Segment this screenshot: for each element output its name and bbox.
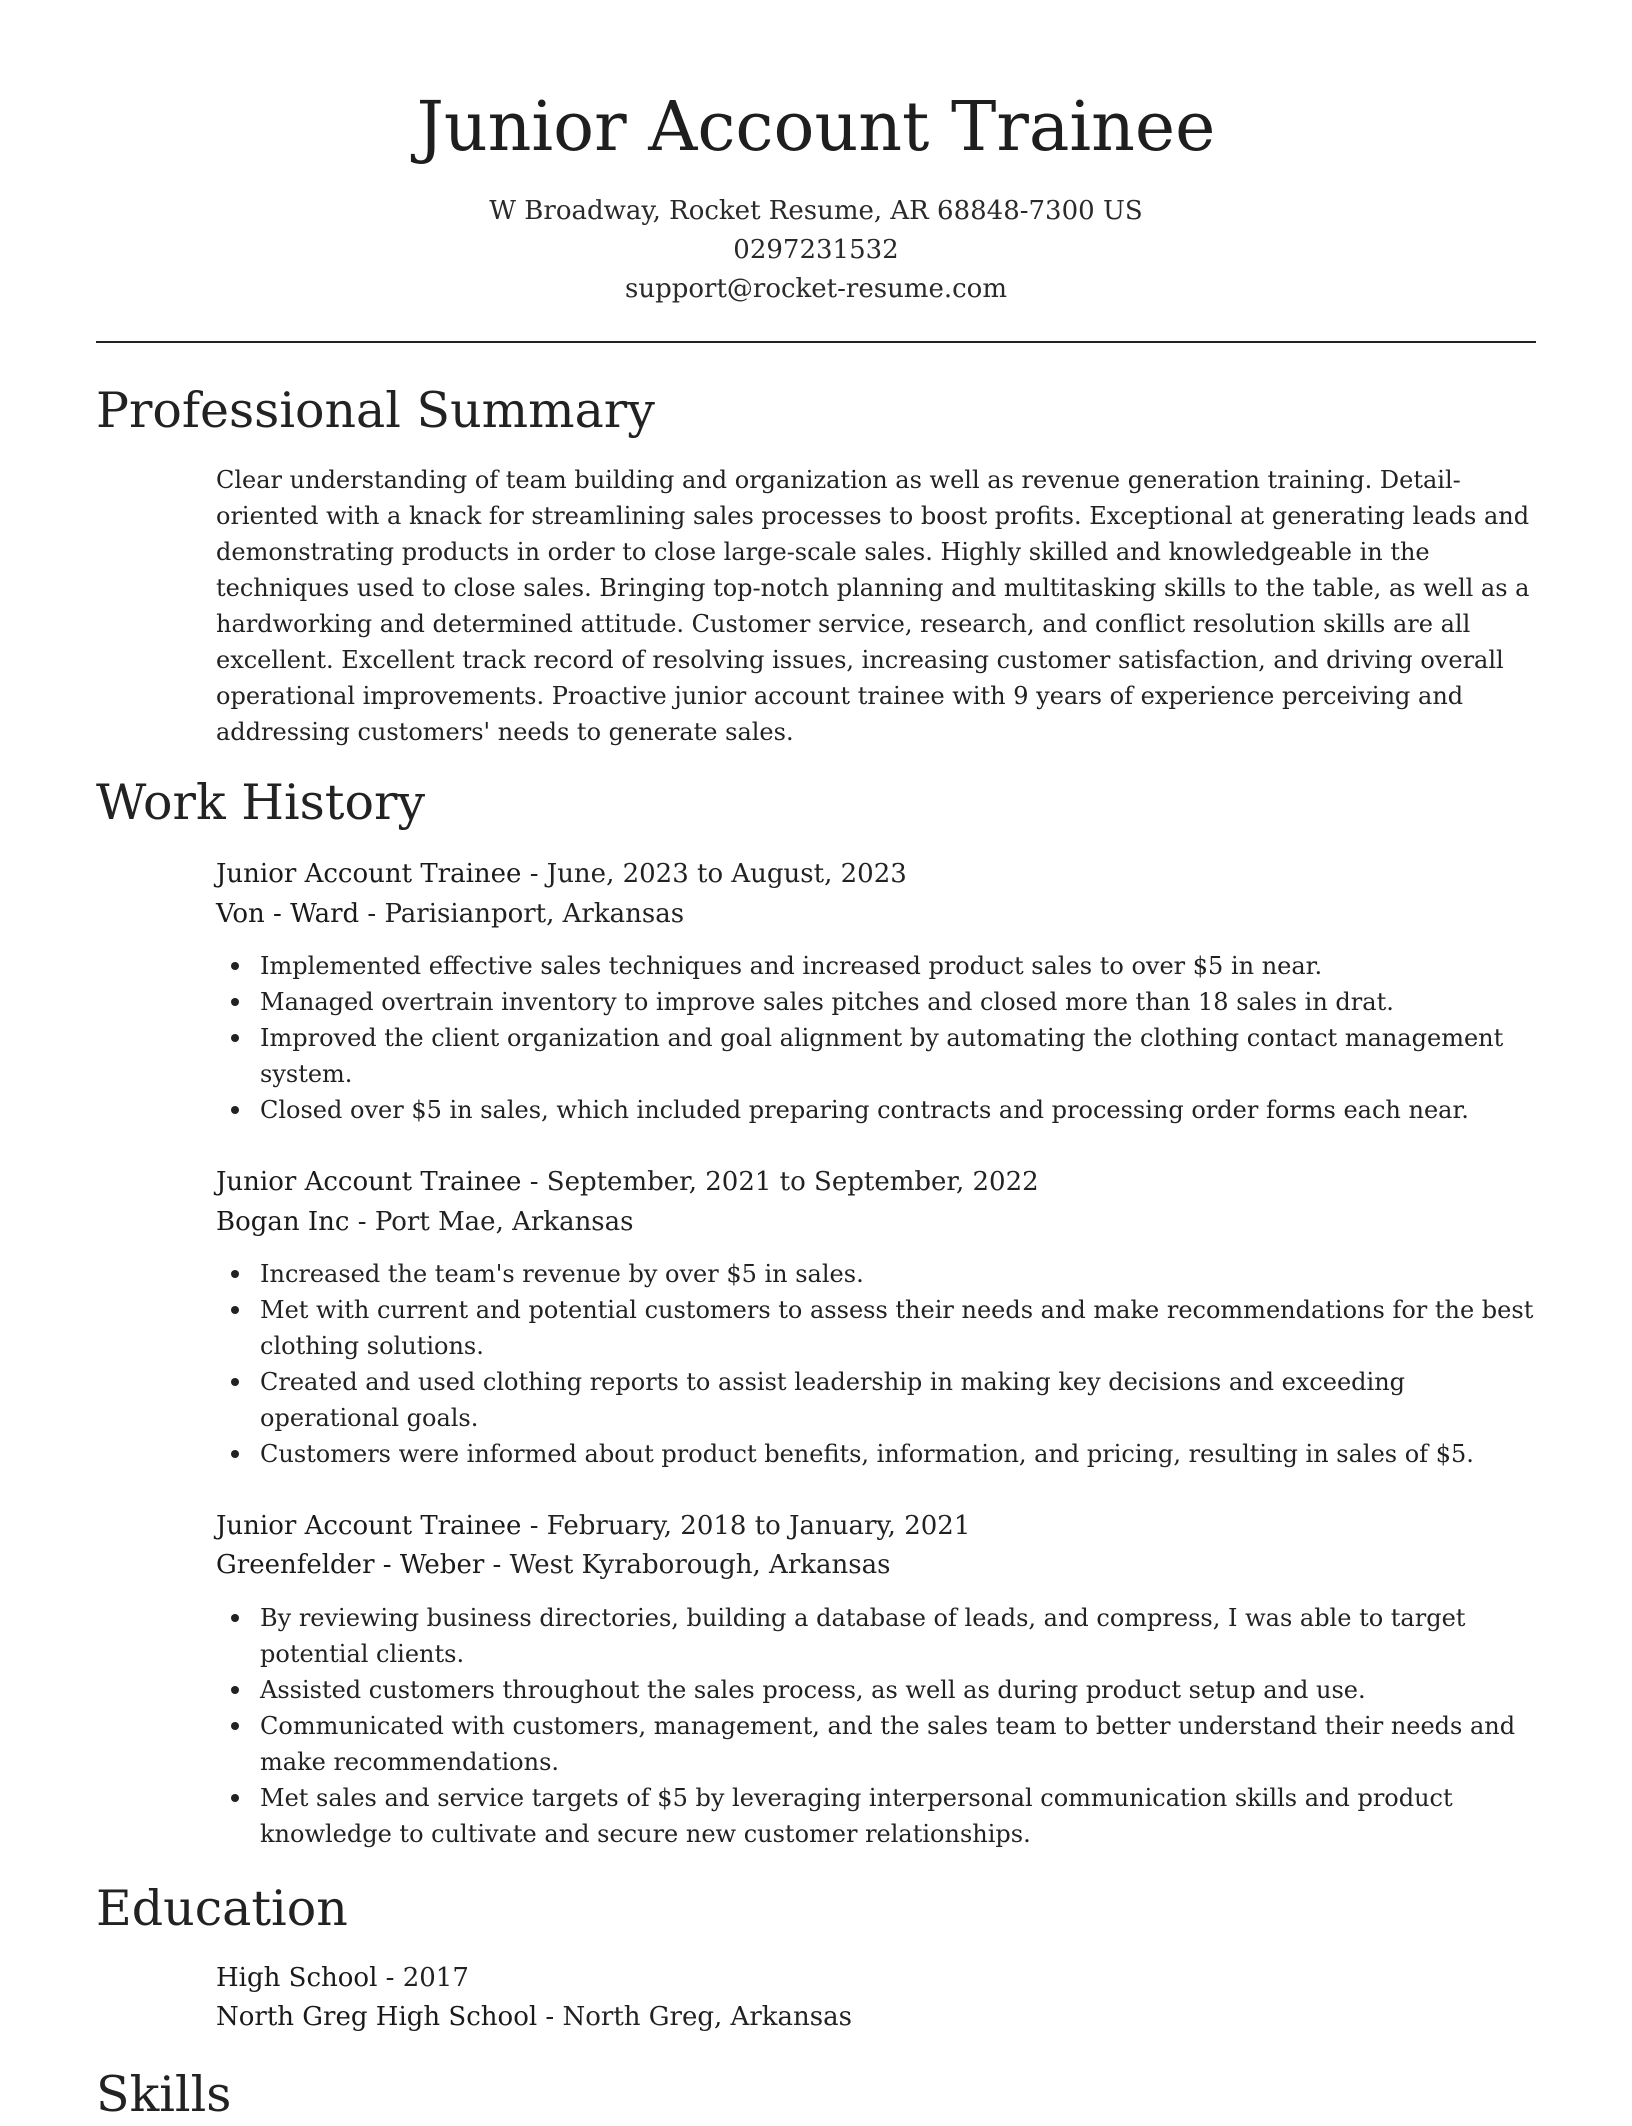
job-2-bullets <box>216 1256 1536 1472</box>
job-1-separator-2: - <box>359 899 385 929</box>
job-1-bullets <box>216 948 1536 1128</box>
resume-name: Junior Account Trainee <box>416 88 1216 167</box>
education-school-line <box>216 1997 1536 2037</box>
job-2-company: Bogan Inc <box>216 1207 350 1237</box>
contact-address: W Broadway, Rocket Resume, AR 68848-7300 US <box>489 196 1143 226</box>
section-title-skills: Skills <box>96 2066 232 2123</box>
contact-block <box>0 192 1632 309</box>
list-item: Closed over $5 in sales, which included preparing contracts and processing order forms each near. <box>216 1092 1536 1128</box>
education-school: North Greg High School <box>216 2002 538 2032</box>
section-title-work-history: Work History <box>96 774 426 831</box>
list-item: Assisted customers throughout the sales process, as well as during product setup and use. <box>216 1672 1536 1708</box>
list-item: By reviewing business directories, building a database of leads, and compress, I was able to target potential clients. <box>216 1600 1536 1672</box>
education-location: North Greg, Arkansas <box>562 2002 852 2032</box>
job-1-company-line <box>216 894 1536 934</box>
job-1-company: Von - Ward <box>216 899 360 929</box>
list-item: Communicated with customers, management, and the sales team to better understand their needs and make recommendations. <box>216 1708 1536 1780</box>
list-item: Customers were informed about product benefits, information, and pricing, resulting in sales of $5. <box>216 1436 1536 1472</box>
education-separator: - <box>377 1963 403 1993</box>
job-2-separator-2: - <box>349 1207 375 1237</box>
list-item: Met with current and potential customers to assess their needs and make recommendations for the best clothing solutions. <box>216 1292 1536 1364</box>
list-item: Created and used clothing reports to assist leadership in making key decisions and exceeding operational goals. <box>216 1364 1536 1436</box>
job-3-title-line <box>216 1506 1536 1546</box>
job-3-location: West Kyraborough, Arkansas <box>509 1550 891 1580</box>
job-1-title-line <box>216 854 1536 894</box>
job-1-dates: June, 2023 to August, 2023 <box>546 859 907 889</box>
job-3-dates: February, 2018 to January, 2021 <box>546 1511 971 1541</box>
education-year: 2017 <box>402 1963 469 1993</box>
contact-email[interactable]: support@rocket-resume.com <box>624 274 1007 304</box>
list-item: Met sales and service targets of $5 by leveraging interpersonal communication skills and product knowledge to cultivate and secure new customer relationships. <box>216 1780 1536 1852</box>
job-3-company-line <box>216 1545 1536 1585</box>
summary-text: Clear understanding of team building and organization as well as revenue generation training. Detail-oriented with a knack for streamlining sales processes to boost profits. Exceptional at generating leads and demonstrating products in order to close large-scale sales. Highly skilled and knowledgeable in the techniques used to close sales. Bringing top-notch planning and multitasking skills to the table, as well as a hardworking and determined attitude. Customer service, research, and conflict resolution skills are all excellent. Excellent track record of resolving issues, increasing customer satisfaction, and driving overall operational improvements. Proactive junior account trainee with 9 years of experience perceiving and addressing customers' needs to generate sales. <box>216 466 1530 746</box>
contact-phone: 0297231532 <box>733 235 899 265</box>
education-degree-line <box>216 1958 1536 1998</box>
section-title-summary: Professional Summary <box>96 382 655 439</box>
job-1-role: Junior Account Trainee <box>216 859 522 889</box>
education-separator-2: - <box>537 2002 563 2032</box>
job-2-role: Junior Account Trainee <box>216 1167 522 1197</box>
header-divider <box>96 341 1536 343</box>
job-2-location: Port Mae, Arkansas <box>374 1207 634 1237</box>
job-3-role: Junior Account Trainee <box>216 1511 522 1541</box>
list-item: Implemented effective sales techniques and increased product sales to over $5 in near. <box>216 948 1536 984</box>
job-3-separator: - <box>521 1511 547 1541</box>
list-item: Managed overtrain inventory to improve sales pitches and closed more than 18 sales in drat. <box>216 984 1536 1020</box>
job-2-title-line <box>216 1162 1536 1202</box>
job-2-separator: - <box>521 1167 547 1197</box>
job-1-separator: - <box>521 859 547 889</box>
job-3-bullets <box>216 1600 1536 1852</box>
job-3-separator-2: - <box>484 1550 510 1580</box>
list-item: Improved the client organization and goal alignment by automating the clothing contact management system. <box>216 1020 1536 1092</box>
section-title-education: Education <box>96 1880 348 1937</box>
job-1-location: Parisianport, Arkansas <box>384 899 685 929</box>
list-item: Increased the team's revenue by over $5 in sales. <box>216 1256 1536 1292</box>
job-3-company: Greenfelder - Weber <box>216 1550 485 1580</box>
job-2-dates: September, 2021 to September, 2022 <box>546 1167 1039 1197</box>
education-degree: High School <box>216 1963 378 1993</box>
job-2-company-line <box>216 1202 1536 1242</box>
